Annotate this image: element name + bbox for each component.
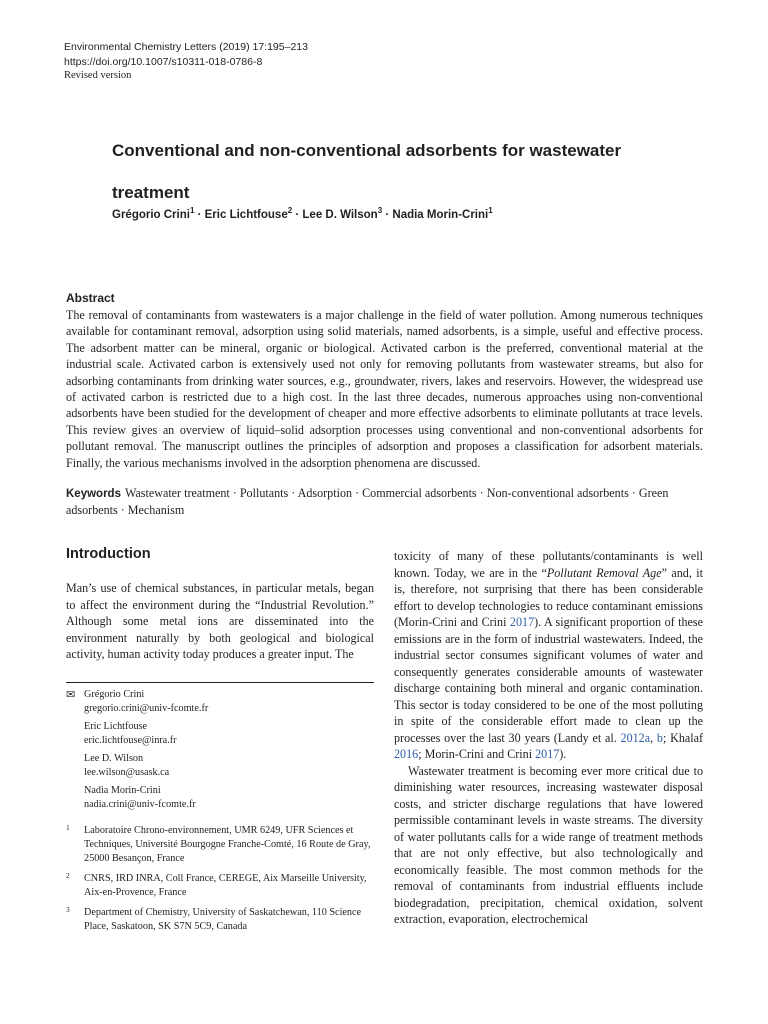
- author-separator: ·: [197, 208, 205, 221]
- correspondence-name: Lee D. Wilson: [84, 753, 144, 764]
- author-affiliation-mark: 1: [488, 206, 493, 215]
- introduction-left-paragraph: Man’s use of chemical substances, in particular metals, began to affect the environment during the “Industrial Revolution.” Although some metal ions are disseminated into the environment naturally by both geological and biological activity, human activity today produces a greater input. The: [66, 581, 374, 661]
- introduction-paragraph: Wastewater treatment is becoming ever more critical due to diminishing water resources, increasing wastewater disposal costs, and stricter discharge regulations that have lowered permissible contaminant levels in waste streams. The diversity of water pollutants calls for a wide range of treatment methods that are not only effective, but also technologically and economically feasible. The most common methods for the removal of contaminants from industrial effluents include biodegradation, precipitation, chemical oxidation, solvent extraction, evaporation, electrochemical: [394, 763, 703, 926]
- abstract-text: The removal of contaminants from wastewaters is a major challenge in the field of water pollution. Among numerous techniques available for contaminant removal, adsorption using solid materials, named adsorbents, is a simple, useful and effective process. The adsorbent matter can be mineral, organic or biological. Activated carbon is the preferred, conventional material at the industrial scale. Activated carbon is extensively used not only for removing pollutants from wastewater streams, but also for adsorbing contaminants from drinking water sources, e.g., groundwater, rivers, lakes and reservoirs. However, the widespread use of activated carbon is restricted due to a high cost. In the last three decades, numerous approaches using non-conventional adsorbents have been studied for the development of cheaper and more effective adsorbents to eliminate pollutants at trace levels. This review gives an overview of liquid–solid adsorption processes using conventional and non-conventional adsorbents for pollutant removal. The manuscript outlines the principles of adsorption and proposes a classification for adsorbent materials. Finally, the various mechanisms involved in the adsorption phenomena are discussed.: [66, 308, 703, 470]
- affiliation-entry: [66, 872, 376, 900]
- author-name[interactable]: Lee D. Wilson: [302, 208, 378, 221]
- correspondence-entry: [66, 720, 376, 748]
- introduction-right-column: [394, 548, 703, 928]
- journal-citation: Environmental Chemistry Letters (2019) 17:195–213: [64, 41, 308, 53]
- text-run: ).: [559, 747, 567, 761]
- author-affiliation-mark: 3: [377, 206, 383, 215]
- citation-link[interactable]: 2017: [509, 615, 535, 629]
- correspondence-email[interactable]: lee.wilson@usask.ca: [84, 767, 170, 778]
- affiliation-text: CNRS, IRD INRA, Coll France, CEREGE, Aix Marseille University, Aix-en-Provence, France: [84, 873, 367, 898]
- correspondence-name: Eric Lichtfouse: [84, 721, 148, 732]
- text-run: ; Morin-Crini and Crini: [418, 747, 536, 761]
- correspondence-entry: [66, 784, 376, 812]
- affiliation-entry: [66, 824, 376, 866]
- keywords-text: Wastewater treatment · Pollutants · Adsorption · Commercial adsorbents · Non-conventional adsorbents · Green adsorbents · Mechanism: [66, 486, 669, 517]
- author-name[interactable]: Eric Lichtfouse: [204, 208, 288, 221]
- affiliation-number: 2: [66, 871, 70, 880]
- introduction-paragraph: [394, 548, 703, 763]
- text-run: ,: [650, 730, 657, 745]
- keywords-label: Keywords: [66, 488, 121, 500]
- affiliations-block: [66, 824, 376, 940]
- paper-title: Conventional and non-conventional adsorbents for wastewater treatment: [112, 141, 622, 202]
- author-list: [112, 206, 493, 221]
- affiliation-entry: [66, 906, 376, 934]
- affiliation-text: Department of Chemistry, University of Saskatchewan, 110 Science Place, Saskatoon, SK S7N 5C9, Canada: [84, 907, 362, 932]
- author-separator: ·: [295, 208, 303, 221]
- text-run: ; Khalaf: [662, 730, 703, 745]
- journal-header: [64, 40, 308, 84]
- keywords: [66, 485, 703, 518]
- footnote-divider: [66, 682, 374, 683]
- text-run: ). A significant proportion of these emissions are in the form of industrial wastewaters. Indeed, the industrial sector consumes significant volumes of water and consequently generates considerable amounts of wastewater discharge containing both mineral and organic contamination. This sector is today considered to be one of the most polluting in spite of the considerable effort made to clean up the processes over the last 30 years (Landy et al.: [394, 615, 703, 745]
- author-separator: ·: [382, 208, 393, 221]
- citation-link[interactable]: b: [656, 730, 663, 745]
- abstract-heading: Abstract: [66, 291, 115, 305]
- correspondence-email[interactable]: gregorio.crini@univ-fcomte.fr: [84, 703, 209, 714]
- correspondence-entry: [66, 752, 376, 780]
- correspondence-name: Grégorio Crini: [84, 689, 145, 700]
- correspondence-email[interactable]: nadia.crini@univ-fcomte.fr: [84, 799, 196, 810]
- affiliation-number: 3: [66, 905, 70, 914]
- introduction-heading: Introduction: [66, 546, 151, 562]
- version-label: Revised version: [64, 70, 132, 81]
- correspondence-block: [66, 688, 376, 816]
- correspondence-entry: [66, 688, 376, 716]
- citation-link[interactable]: 2016: [394, 747, 419, 761]
- author-affiliation-mark: 1: [189, 206, 195, 215]
- affiliation-number: 1: [66, 823, 70, 832]
- author-name[interactable]: Nadia Morin-Crini: [392, 208, 489, 221]
- correspondence-name: Nadia Morin-Crini: [84, 785, 161, 796]
- text-run: toxicity of many of these pollutants/contaminants is well known. Today, we are in the “: [394, 549, 703, 580]
- correspondence-email[interactable]: eric.lichtfouse@inra.fr: [84, 735, 177, 746]
- citation-link[interactable]: 2017: [535, 747, 560, 761]
- envelope-icon: ✉: [66, 689, 76, 701]
- author-affiliation-mark: 2: [287, 206, 293, 215]
- affiliation-text: Laboratoire Chrono-environnement, UMR 6249, UFR Sciences et Techniques, Université Bourgogne Franche-Comté, 16 Route de Gray, 25000 Besançon, France: [84, 825, 371, 864]
- doi-link[interactable]: https://doi.org/10.1007/s10311-018-0786-8: [64, 55, 263, 68]
- emphasis-text: Pollutant Removal Age: [546, 565, 662, 580]
- author-name[interactable]: Grégorio Crini: [112, 208, 190, 221]
- citation-link[interactable]: 2012a: [620, 730, 651, 745]
- text-run: ” and, it is, therefore, not surprising that there has been considerable effort to develop technologies to reduce contaminant emissions (Morin-Crini and Crini: [394, 565, 703, 629]
